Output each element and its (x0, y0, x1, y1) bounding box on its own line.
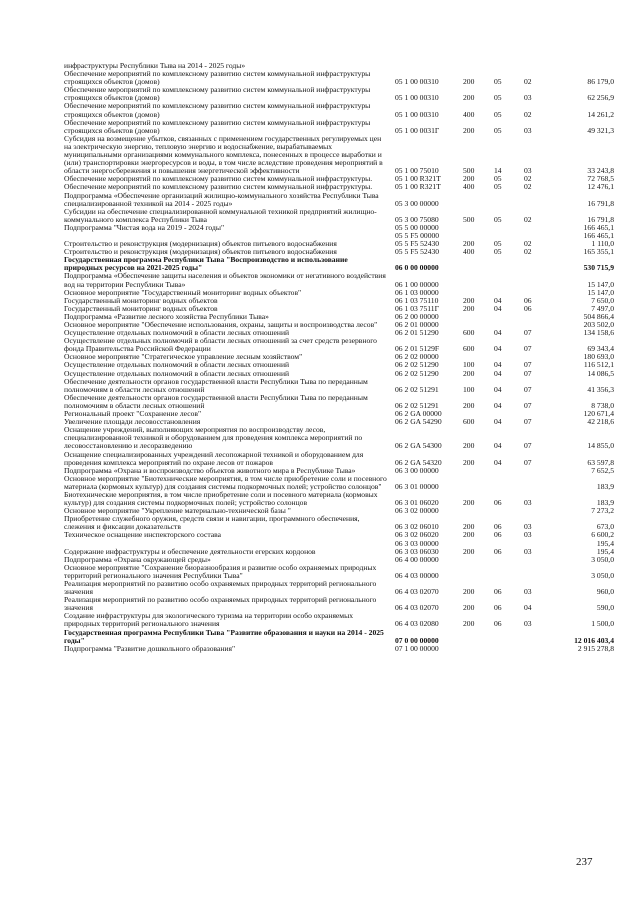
row-sum: 63 597,8 (587, 457, 614, 467)
row-sum: 14 855,0 (587, 441, 614, 451)
row-pr: 02 (524, 109, 532, 119)
row-vr: 200 (463, 93, 475, 103)
row-sum: 3 050,0 (591, 570, 614, 580)
table-row (0, 272, 640, 288)
row-name: Осуществление отдельных полномочий в области лесных отношений за счет средств резервного фонда Правительства Российской Федерации (64, 336, 377, 354)
row-name: Создание инфраструктуры для экологического туризма на территории особо охраняемых природных территорий регионального значения (64, 611, 354, 629)
row-sum: 7 273,2 (591, 506, 614, 516)
table-row (0, 256, 640, 272)
row-rz: 06 (494, 546, 502, 556)
row-vr: 200 (463, 174, 475, 184)
row-code: 06 3 02 06010 (395, 522, 439, 532)
row-name: Техническое оснащение инспекторского состава (64, 530, 221, 540)
row-code: 06 2 GA 54290 (395, 417, 442, 427)
row-sum: 49 321,3 (587, 125, 614, 135)
row-name: Подпрограмма «Развитие лесного хозяйства Республики Тыва» (64, 311, 269, 321)
table-row (0, 208, 640, 224)
row-sum: 15 147,0 (587, 287, 614, 297)
row-code: 05 1 00 00310 (395, 77, 439, 87)
row-rz: 06 (494, 522, 502, 532)
row-code: 06 2 02 51290 (395, 368, 439, 378)
row-pr: 07 (524, 417, 532, 427)
row-rz: 06 (494, 587, 502, 597)
row-sum: 180 693,0 (583, 352, 614, 362)
row-vr: 200 (463, 239, 475, 249)
table-row (0, 645, 640, 653)
row-sum: 1 500,0 (591, 619, 614, 629)
row-code: 06 2 00 00000 (395, 311, 439, 321)
row-pr: 02 (524, 239, 532, 249)
row-pr: 02 (524, 214, 532, 224)
row-rz: 04 (494, 441, 502, 451)
table-row (0, 596, 640, 612)
row-sum: 116 512,1 (583, 360, 614, 370)
row-sum: 530 715,9 (583, 263, 614, 273)
row-pr: 06 (524, 303, 532, 313)
row-vr: 200 (463, 77, 475, 87)
row-name: Подпрограмма «Охрана и воспроизводство объектов животного мира в Республике Тыва» (64, 465, 356, 475)
row-sum: 86 179,0 (587, 77, 614, 87)
row-vr: 200 (463, 546, 475, 556)
row-vr: 200 (463, 587, 475, 597)
table-row (0, 86, 640, 102)
row-name: Осуществление отдельных полномочий в области лесных отношений (64, 368, 290, 378)
row-sum: 183,9 (596, 481, 614, 491)
row-sum: 42 218,6 (587, 417, 614, 427)
row-vr: 200 (463, 368, 475, 378)
row-sum: 203 502,0 (583, 320, 614, 329)
row-rz: 04 (494, 360, 502, 370)
row-rz: 04 (494, 303, 502, 313)
row-code: 06 3 03 06030 (395, 546, 439, 556)
row-pr: 07 (524, 384, 532, 394)
table-row (0, 515, 640, 531)
table-row (0, 119, 640, 135)
row-code: 06 2 GA 54320 (395, 457, 442, 467)
row-code: 05 5 F5 52430 (395, 247, 440, 257)
row-sum: 12 016 403,4 (574, 635, 614, 645)
row-code: 06 2 01 5129F (395, 344, 440, 354)
row-vr: 600 (463, 328, 475, 338)
table-row (0, 224, 640, 232)
row-code: 06 2 01 51290 (395, 328, 439, 338)
row-sum: 960,0 (596, 587, 614, 597)
row-rz: 04 (494, 400, 502, 410)
row-code: 06 2 02 00000 (395, 352, 439, 362)
row-pr: 03 (524, 125, 532, 135)
row-sum: 166 465,1 (583, 230, 614, 240)
row-name: инфраструктуры Республики Тыва на 2014 - 2025 годы» (64, 61, 246, 70)
table-row (0, 192, 640, 208)
row-pr: 03 (524, 498, 532, 508)
row-sum: 2 915 278,8 (577, 643, 614, 653)
row-name: Государственная программа Республики Тыва "Развитие образования и науки на 2014 - 2025 годы" (64, 627, 384, 645)
table-row (0, 337, 640, 353)
row-rz: 05 (494, 93, 502, 103)
row-code: 05 1 00 R321T (395, 182, 441, 192)
row-sum: 195,4 (596, 538, 614, 548)
row-rz: 04 (494, 368, 502, 378)
row-sum: 33 243,8 (587, 166, 614, 176)
row-name: Биотехнические мероприятия, в том числе приобретение соли и посевного материала (кормовых культур) для создания системы подкормочных полей; устройство солонцов (64, 489, 378, 508)
row-pr: 03 (524, 93, 532, 103)
row-sum: 134 158,6 (583, 328, 614, 338)
row-vr: 400 (463, 247, 475, 257)
row-code: 05 5 00 00000 (395, 222, 439, 232)
row-name: Реализация мероприятий по развитию особо охраняемых природных территорий регионального значения (64, 579, 377, 597)
row-sum: 3 050,0 (591, 554, 614, 564)
row-vr: 200 (463, 619, 475, 629)
row-pr: 02 (524, 182, 532, 192)
row-code: 06 2 GA 00000 (395, 409, 442, 419)
table-row (0, 135, 640, 175)
row-code: 07 0 00 00000 (395, 635, 439, 645)
row-rz: 06 (494, 498, 502, 508)
row-code: 06 4 03 02080 (395, 619, 439, 629)
row-pr: 06 (524, 295, 532, 305)
row-code: 05 1 00 00310 (395, 109, 439, 119)
row-pr: 07 (524, 344, 532, 354)
table-row (0, 451, 640, 467)
table-row (0, 564, 640, 580)
row-pr: 07 (524, 400, 532, 410)
row-sum: 14 261,2 (587, 109, 614, 119)
row-vr: 200 (463, 400, 475, 410)
row-name: Обеспечение мероприятий по комплексному развитию систем коммунальной инфраструктуры строящихся объектов (домов) (64, 101, 371, 119)
row-rz: 05 (494, 214, 502, 224)
row-rz: 04 (494, 344, 502, 354)
row-rz: 14 (494, 166, 502, 176)
row-name: Государственный мониторинг водных объектов (64, 303, 218, 313)
row-pr: 02 (524, 77, 532, 87)
row-name: Обеспечение мероприятий по комплексному развитию систем коммунальной инфраструктуры строящихся объектов (домов) (64, 117, 371, 135)
table-row (0, 629, 640, 645)
row-sum: 41 356,3 (587, 384, 614, 394)
row-vr: 200 (463, 498, 475, 508)
row-vr: 400 (463, 109, 475, 119)
row-rz: 06 (494, 603, 502, 613)
table-row (0, 378, 640, 394)
row-pr: 03 (524, 530, 532, 540)
row-name: Основное мероприятие "Биотехнические мероприятия, в том числе приобретение соли и посевного материала (кормовых культур) для создания системы подкормочных полей; устройство солонцов" (64, 473, 387, 491)
row-vr: 200 (463, 530, 475, 540)
table-row (0, 580, 640, 596)
row-name: Подпрограмма "Развитие дошкольного образования" (64, 643, 236, 653)
row-code: 06 3 02 06020 (395, 530, 439, 540)
row-rz: 04 (494, 384, 502, 394)
row-code: 05 3 00 00000 (395, 198, 439, 208)
row-sum: 195,4 (596, 546, 614, 556)
row-sum: 183,9 (596, 498, 614, 508)
row-name: Осуществление отдельных полномочий в области лесных отношений (64, 360, 290, 370)
row-rz: 05 (494, 239, 502, 249)
table-row (0, 394, 640, 410)
row-code: 06 3 02 00000 (395, 506, 439, 516)
row-rz: 06 (494, 619, 502, 629)
row-rz: 05 (494, 125, 502, 135)
row-rz: 04 (494, 457, 502, 467)
row-vr: 600 (463, 344, 475, 354)
row-name: Оснащение учреждений, выполняющих мероприятия по воспроизводству лесов, специализированной техникой и оборудованием для проведения комплекса мероприятий по лесовосстановлению и лесоразведению (64, 425, 363, 451)
row-code: 06 4 00 00000 (395, 554, 439, 564)
row-rz: 04 (494, 328, 502, 338)
row-name: Основное мероприятие "Сохранение биоразнообразия и развитие особо охраняемых природных территорий регионального значения Республики Тыва" (64, 562, 377, 580)
row-pr: 03 (524, 166, 532, 176)
row-pr: 02 (524, 247, 532, 257)
row-name: Субсидия на возмещение убытков, связанных с применением государственных регулируемых цен на электрическую энергию, тепловую энергию и водоснабжение, вырабатываемых муниципальными организациями коммунального комплекса, понесенных в процессе выработки и (или) транспортировки энергоресурсов и воды, в том числе вследствие проведения мероприятий в области энергосбережения и повышения энергетической эффективности (64, 133, 383, 176)
row-code: 06 3 00 00000 (395, 465, 439, 475)
row-code: 06 3 01 06020 (395, 498, 439, 508)
row-name: Государственная программа Республики Тыва "Воспроизводство и использование природных ресурсов на 2021-2025 годы" (64, 255, 348, 273)
row-code: 06 4 03 02070 (395, 587, 439, 597)
page-number: 237 (576, 856, 593, 868)
row-name: Основное мероприятие "Государственный мониторинг водных объектов" (64, 287, 302, 297)
row-name: Подпрограмма "Чистая вода на 2019 - 2024 годы" (64, 222, 225, 232)
row-pr: 02 (524, 174, 532, 184)
row-name: Обеспечение мероприятий по комплексному развитию систем коммунальной инфраструктуры строящихся объектов (домов) (64, 69, 371, 87)
row-vr: 500 (463, 166, 475, 176)
row-pr: 07 (524, 368, 532, 378)
row-name: Основное мероприятие "Укрепление материально-технической базы " (64, 506, 291, 516)
row-vr: 400 (463, 182, 475, 192)
row-code: 06 3 01 00000 (395, 481, 439, 491)
row-sum: 16 791,8 (587, 198, 614, 208)
row-pr: 07 (524, 441, 532, 451)
row-pr: 07 (524, 328, 532, 338)
row-code: 06 2 01 00000 (395, 320, 439, 329)
row-pr: 07 (524, 457, 532, 467)
row-code: 05 1 00 75010 (395, 166, 439, 176)
row-rz: 05 (494, 174, 502, 184)
row-name: Строительство и реконструкция (модернизация) объектов питьевого водоснабжения (64, 247, 337, 257)
row-code: 06 4 03 02070 (395, 603, 439, 613)
table-row (0, 491, 640, 507)
row-pr: 04 (524, 603, 532, 613)
row-code: 05 3 00 75080 (395, 214, 439, 224)
row-rz: 05 (494, 182, 502, 192)
table-row (0, 102, 640, 118)
row-vr: 200 (463, 522, 475, 532)
row-name: Обеспечение деятельности органов государственной власти Республики Тыва по переданным полномочиям в области лесных отношений (64, 392, 368, 410)
row-name: Приобретение служебного оружия, средств связи и навигации, программного обеспечения, слежения и фиксации доказательств (64, 514, 360, 532)
row-sum: 6 600,2 (591, 530, 614, 540)
table-row (0, 612, 640, 628)
row-sum: 504 866,4 (583, 311, 614, 321)
row-sum: 166 465,1 (583, 222, 614, 232)
row-sum: 72 768,5 (587, 174, 614, 184)
row-vr: 200 (463, 303, 475, 313)
row-rz: 04 (494, 417, 502, 427)
row-vr: 200 (463, 441, 475, 451)
row-code: 06 2 02 51290 (395, 360, 439, 370)
row-code: 07 1 00 00000 (395, 643, 439, 653)
row-pr: 03 (524, 522, 532, 532)
row-sum: 14 086,5 (587, 368, 614, 378)
row-name: Увеличение площади лесовосстановления (64, 417, 201, 427)
row-name: Основное мероприятие "Стратегическое управление лесным хозяйством" (64, 352, 303, 362)
row-rz: 05 (494, 247, 502, 257)
row-pr: 03 (524, 546, 532, 556)
row-rz: 05 (494, 109, 502, 119)
row-sum: 16 791,8 (587, 214, 614, 224)
row-name: Строительство и реконструкция (модернизация) объектов питьевого водоснабжения (64, 239, 337, 249)
row-code: 05 1 00 00310 (395, 93, 439, 103)
row-name: Обеспечение мероприятий по комплексному развитию систем коммунальной инфраструктуры. (64, 182, 373, 192)
table-row (0, 70, 640, 86)
row-name: Субсидии на обеспечение специализированной коммунальной техникой предприятий жилищно-коммунального комплекса Республики Тыва (64, 206, 377, 224)
row-name: Подпрограмма «Обеспечение организаций жилищно-коммунального хозяйства Республики Тыва специализированной техникой на 2014 - 2025 годы» (64, 190, 379, 208)
row-code: 06 0 00 00000 (395, 263, 439, 273)
row-code: 05 1 00 R321T (395, 174, 441, 184)
row-sum: 165 355,1 (583, 247, 614, 257)
row-sum: 69 343,4 (587, 344, 614, 354)
row-vr: 100 (463, 384, 475, 394)
row-sum: 7 652,5 (591, 465, 614, 475)
row-name: Основное мероприятие "Обеспечение использования, охраны, защиты и воспроизводства лесов" (64, 320, 378, 329)
row-code: 06 2 02 51291 (395, 384, 439, 394)
row-sum: 15 147,0 (587, 279, 614, 289)
row-sum: 12 476,1 (587, 182, 614, 192)
row-name: Содержание инфраструктуры и обеспечение деятельности егерских кордонов (64, 546, 316, 556)
row-pr: 03 (524, 587, 532, 597)
row-sum: 8 738,0 (591, 400, 614, 410)
table-row (0, 531, 640, 539)
row-name: Региональный проект "Сохранение лесов" (64, 409, 202, 419)
row-code: 05 1 00 0031Г (395, 125, 440, 135)
row-name: Реализация мероприятий по развитию особо охраняемых природных территорий регионального значения (64, 595, 377, 613)
row-code: 06 4 03 00000 (395, 570, 439, 580)
row-sum: 7 650,0 (591, 295, 614, 305)
table-row (0, 475, 640, 491)
row-pr: 07 (524, 360, 532, 370)
row-code: 06 1 03 75110 (395, 295, 439, 305)
row-sum: 590,0 (596, 603, 614, 613)
row-name: Обеспечение мероприятий по комплексному развитию систем коммунальной инфраструктуры. (64, 174, 373, 184)
row-sum: 120 671,4 (583, 409, 614, 419)
row-vr: 200 (463, 125, 475, 135)
row-vr: 200 (463, 295, 475, 305)
row-vr: 200 (463, 603, 475, 613)
row-name: Осуществление отдельных полномочий в области лесных отношений (64, 328, 290, 338)
row-name: Государственный мониторинг водных объектов (64, 295, 218, 305)
table-row (0, 426, 640, 450)
row-name: Оснащение специализированных учреждений лесопожарной техникой и оборудованием для проведения комплекса мероприятий по охране лесов от пожаров (64, 449, 364, 467)
budget-table (0, 62, 640, 653)
row-sum: 1 110,0 (591, 239, 614, 249)
row-sum: 673,0 (596, 522, 614, 532)
row-vr: 500 (463, 214, 475, 224)
row-rz: 04 (494, 295, 502, 305)
row-code: 06 2 02 51291 (395, 400, 439, 410)
row-pr: 03 (524, 619, 532, 629)
row-name: Обеспечение мероприятий по комплексному развитию систем коммунальной инфраструктуры строящихся объектов (домов) (64, 85, 371, 103)
row-name: Обеспечение деятельности органов государственной власти Республики Тыва по переданным полномочиям в области лесных отношений (64, 376, 368, 394)
row-code: 06 2 GA 54300 (395, 441, 442, 451)
row-rz: 06 (494, 530, 502, 540)
row-name: Подпрограмма «Охрана окружающей среды» (64, 554, 211, 564)
row-code: 06 1 00 00000 (395, 279, 439, 289)
row-vr: 600 (463, 417, 475, 427)
row-code: 06 1 03 7511Г (395, 303, 439, 313)
row-code: 05 5 F5 52430 (395, 239, 440, 249)
row-vr: 200 (463, 457, 475, 467)
row-code: 06 3 03 00000 (395, 538, 439, 548)
row-code: 06 1 03 00000 (395, 287, 439, 297)
row-rz: 05 (494, 77, 502, 87)
row-name: Подпрограмма «Обеспечение защиты населения и объектов экономики от негативного воздействия вод на территории Республики Тыва» (64, 271, 386, 289)
row-code: 05 5 F5 00000 (395, 230, 440, 240)
row-sum: 62 256,9 (587, 93, 614, 103)
row-sum: 7 497,0 (591, 303, 614, 313)
row-vr: 100 (463, 360, 475, 370)
